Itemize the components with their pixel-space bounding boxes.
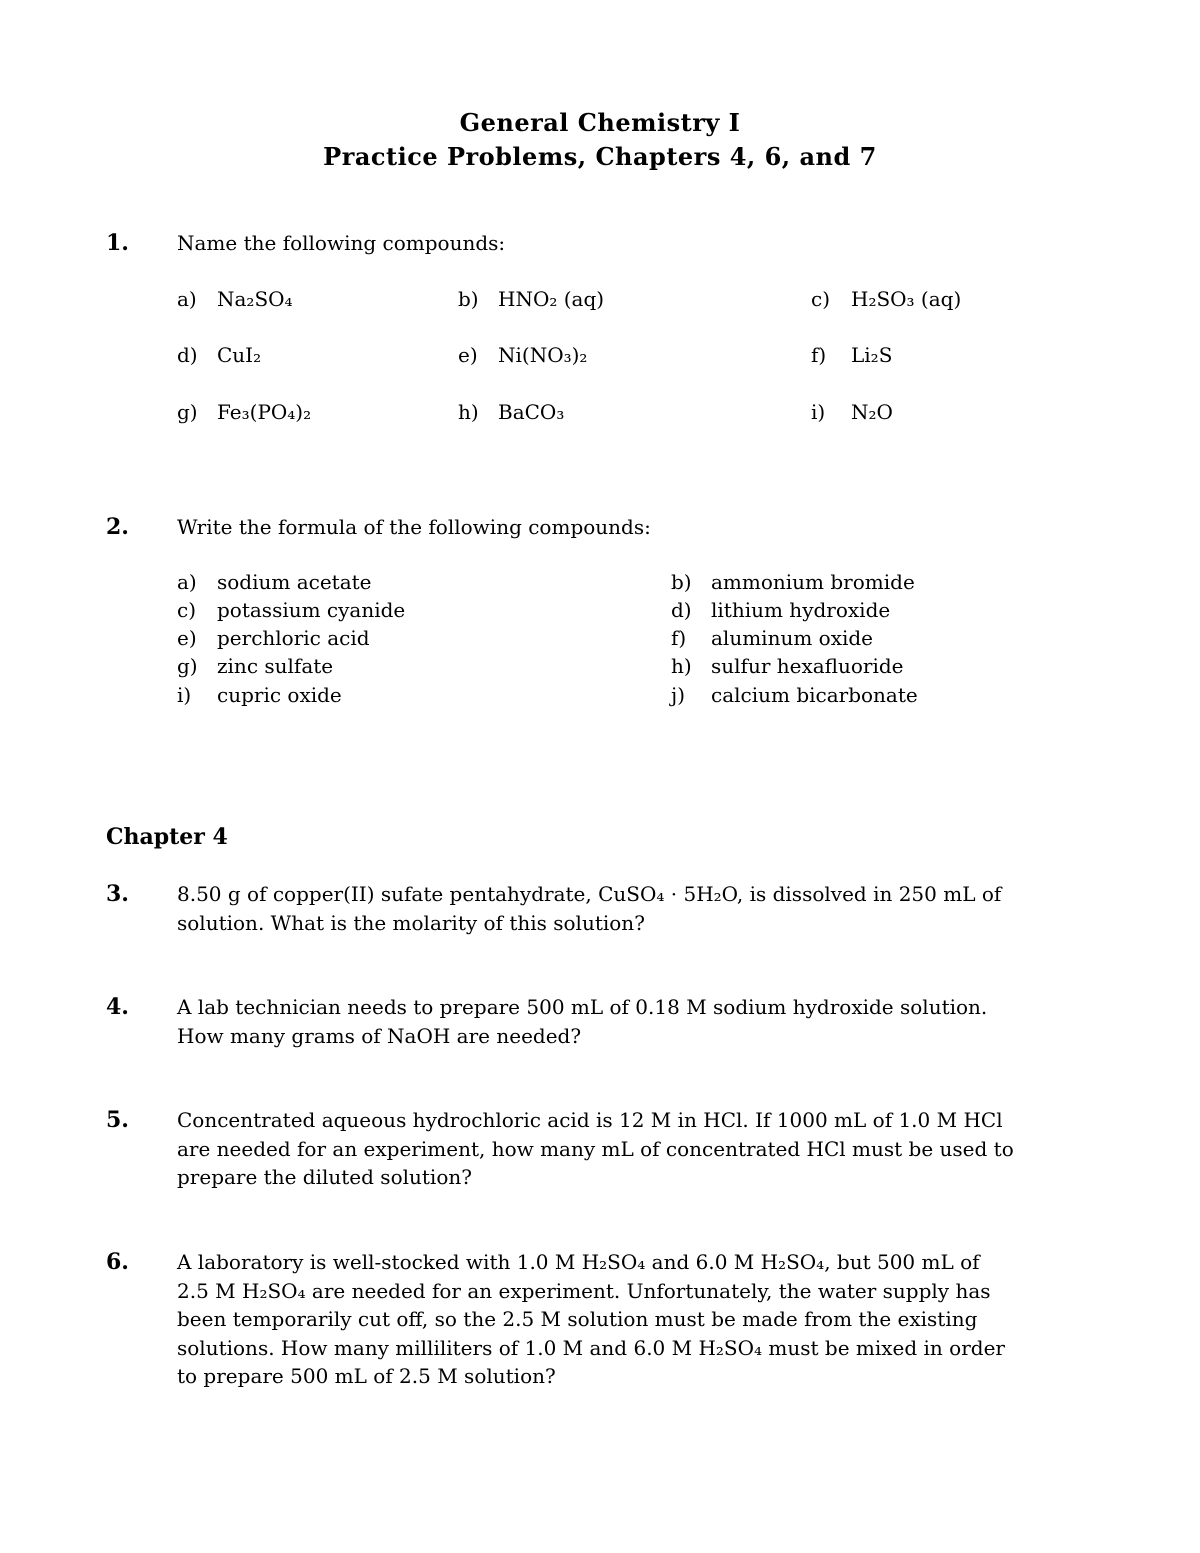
item-value: potassium cyanide [217,598,406,622]
text-line: A lab technician needs to prepare 500 mL of 0.18 M sodium hydroxide solution. [177,995,988,1019]
chapter-4-heading: Chapter 4 [106,824,228,850]
item-label: d) [671,598,692,622]
item-value: BaCO₃ [498,400,565,424]
text-line: solution. What is the molarity of this solution? [177,910,645,935]
question-5-text [177,1106,1077,1192]
q1-item-a [177,287,293,311]
item-label: g) [177,400,198,424]
text-line: are needed for an experiment, how many mL of concentrated HCl must be used to [177,1136,1014,1161]
q1-item-d [177,343,262,367]
item-value: CuI₂ [217,343,262,367]
item-value: aluminum oxide [711,626,874,650]
item-label: j) [671,683,686,707]
q2-item-d [671,598,891,622]
item-label: f) [671,626,687,650]
document-subtitle: Practice Problems, Chapters 4, 6, and 7 [323,142,877,171]
question-2-prompt: Write the formula of the following compounds: [177,515,651,539]
text-line: prepare the diluted solution? [177,1165,472,1189]
q2-item-c [177,598,406,622]
item-label: i) [811,400,826,424]
q1-item-i [811,400,893,424]
item-label: i) [177,683,192,707]
item-value: calcium bicarbonate [711,683,918,707]
question-1-prompt: Name the following compounds: [177,231,506,255]
document-title: General Chemistry I [459,108,741,137]
q1-item-e [458,343,588,367]
item-label: d) [177,343,198,367]
text-line: 2.5 M H₂SO₄ are needed for an experiment. Unfortunately, the water supply has [177,1278,991,1303]
item-value: lithium hydroxide [711,598,891,622]
question-6-number: 6. [106,1249,129,1275]
item-value: zinc sulfate [217,654,334,678]
item-label: b) [458,287,479,311]
q2-item-j [671,683,918,707]
text-line: solutions. How many milliliters of 1.0 M and 6.0 M H₂SO₄ must be mixed in order [177,1335,1005,1360]
item-label: c) [177,598,197,622]
q2-item-g [177,654,334,678]
text-line: 8.50 g of copper(II) sufate pentahydrate, CuSO₄ · 5H₂O, is dissolved in 250 mL of [177,882,1002,906]
question-3-number: 3. [106,881,129,907]
item-label: a) [177,570,197,594]
q1-item-f [811,343,893,367]
item-label: h) [458,400,479,424]
item-label: e) [177,626,197,650]
item-label: a) [177,287,197,311]
item-label: f) [811,343,827,367]
item-label: b) [671,570,692,594]
q1-item-b [458,287,605,311]
question-5-number: 5. [106,1107,129,1133]
q1-item-g [177,400,312,424]
item-value: Fe₃(PO₄)₂ [217,400,312,424]
q2-item-a [177,570,372,594]
q2-item-f [671,626,874,650]
item-value: ammonium bromide [711,570,915,594]
text-line: to prepare 500 mL of 2.5 M solution? [177,1364,556,1388]
q1-item-c [811,287,962,311]
question-3-text [177,880,1077,937]
item-label: e) [458,343,478,367]
text-line: A laboratory is well-stocked with 1.0 M H₂SO₄ and 6.0 M H₂SO₄, but 500 mL of [177,1250,980,1274]
item-value: H₂SO₃ (aq) [851,287,962,311]
question-1-number: 1. [106,230,129,256]
q2-item-e [177,626,370,650]
item-value: sodium acetate [217,570,372,594]
item-value: N₂O [851,400,893,424]
item-value: HNO₂ (aq) [498,287,605,311]
q1-item-h [458,400,565,424]
text-line: Concentrated aqueous hydrochloric acid is 12 M in HCl. If 1000 mL of 1.0 M HCl [177,1108,1003,1132]
text-line: been temporarily cut off, so the 2.5 M solution must be made from the existing [177,1307,978,1331]
item-label: c) [811,287,831,311]
item-value: perchloric acid [217,626,370,650]
q2-item-i [177,683,342,707]
question-6-text [177,1248,1077,1391]
question-4-number: 4. [106,994,129,1020]
item-value: Li₂S [851,343,893,367]
question-4-text [177,993,1077,1050]
question-2-number: 2. [106,514,129,540]
item-value: sulfur hexafluoride [711,654,904,678]
item-value: Ni(NO₃)₂ [498,343,588,367]
text-line: How many grams of NaOH are needed? [177,1023,582,1048]
q2-item-b [671,570,915,594]
item-value: Na₂SO₄ [217,287,293,311]
item-label: h) [671,654,692,678]
item-value: cupric oxide [217,683,342,707]
q2-item-h [671,654,904,678]
item-label: g) [177,654,198,678]
